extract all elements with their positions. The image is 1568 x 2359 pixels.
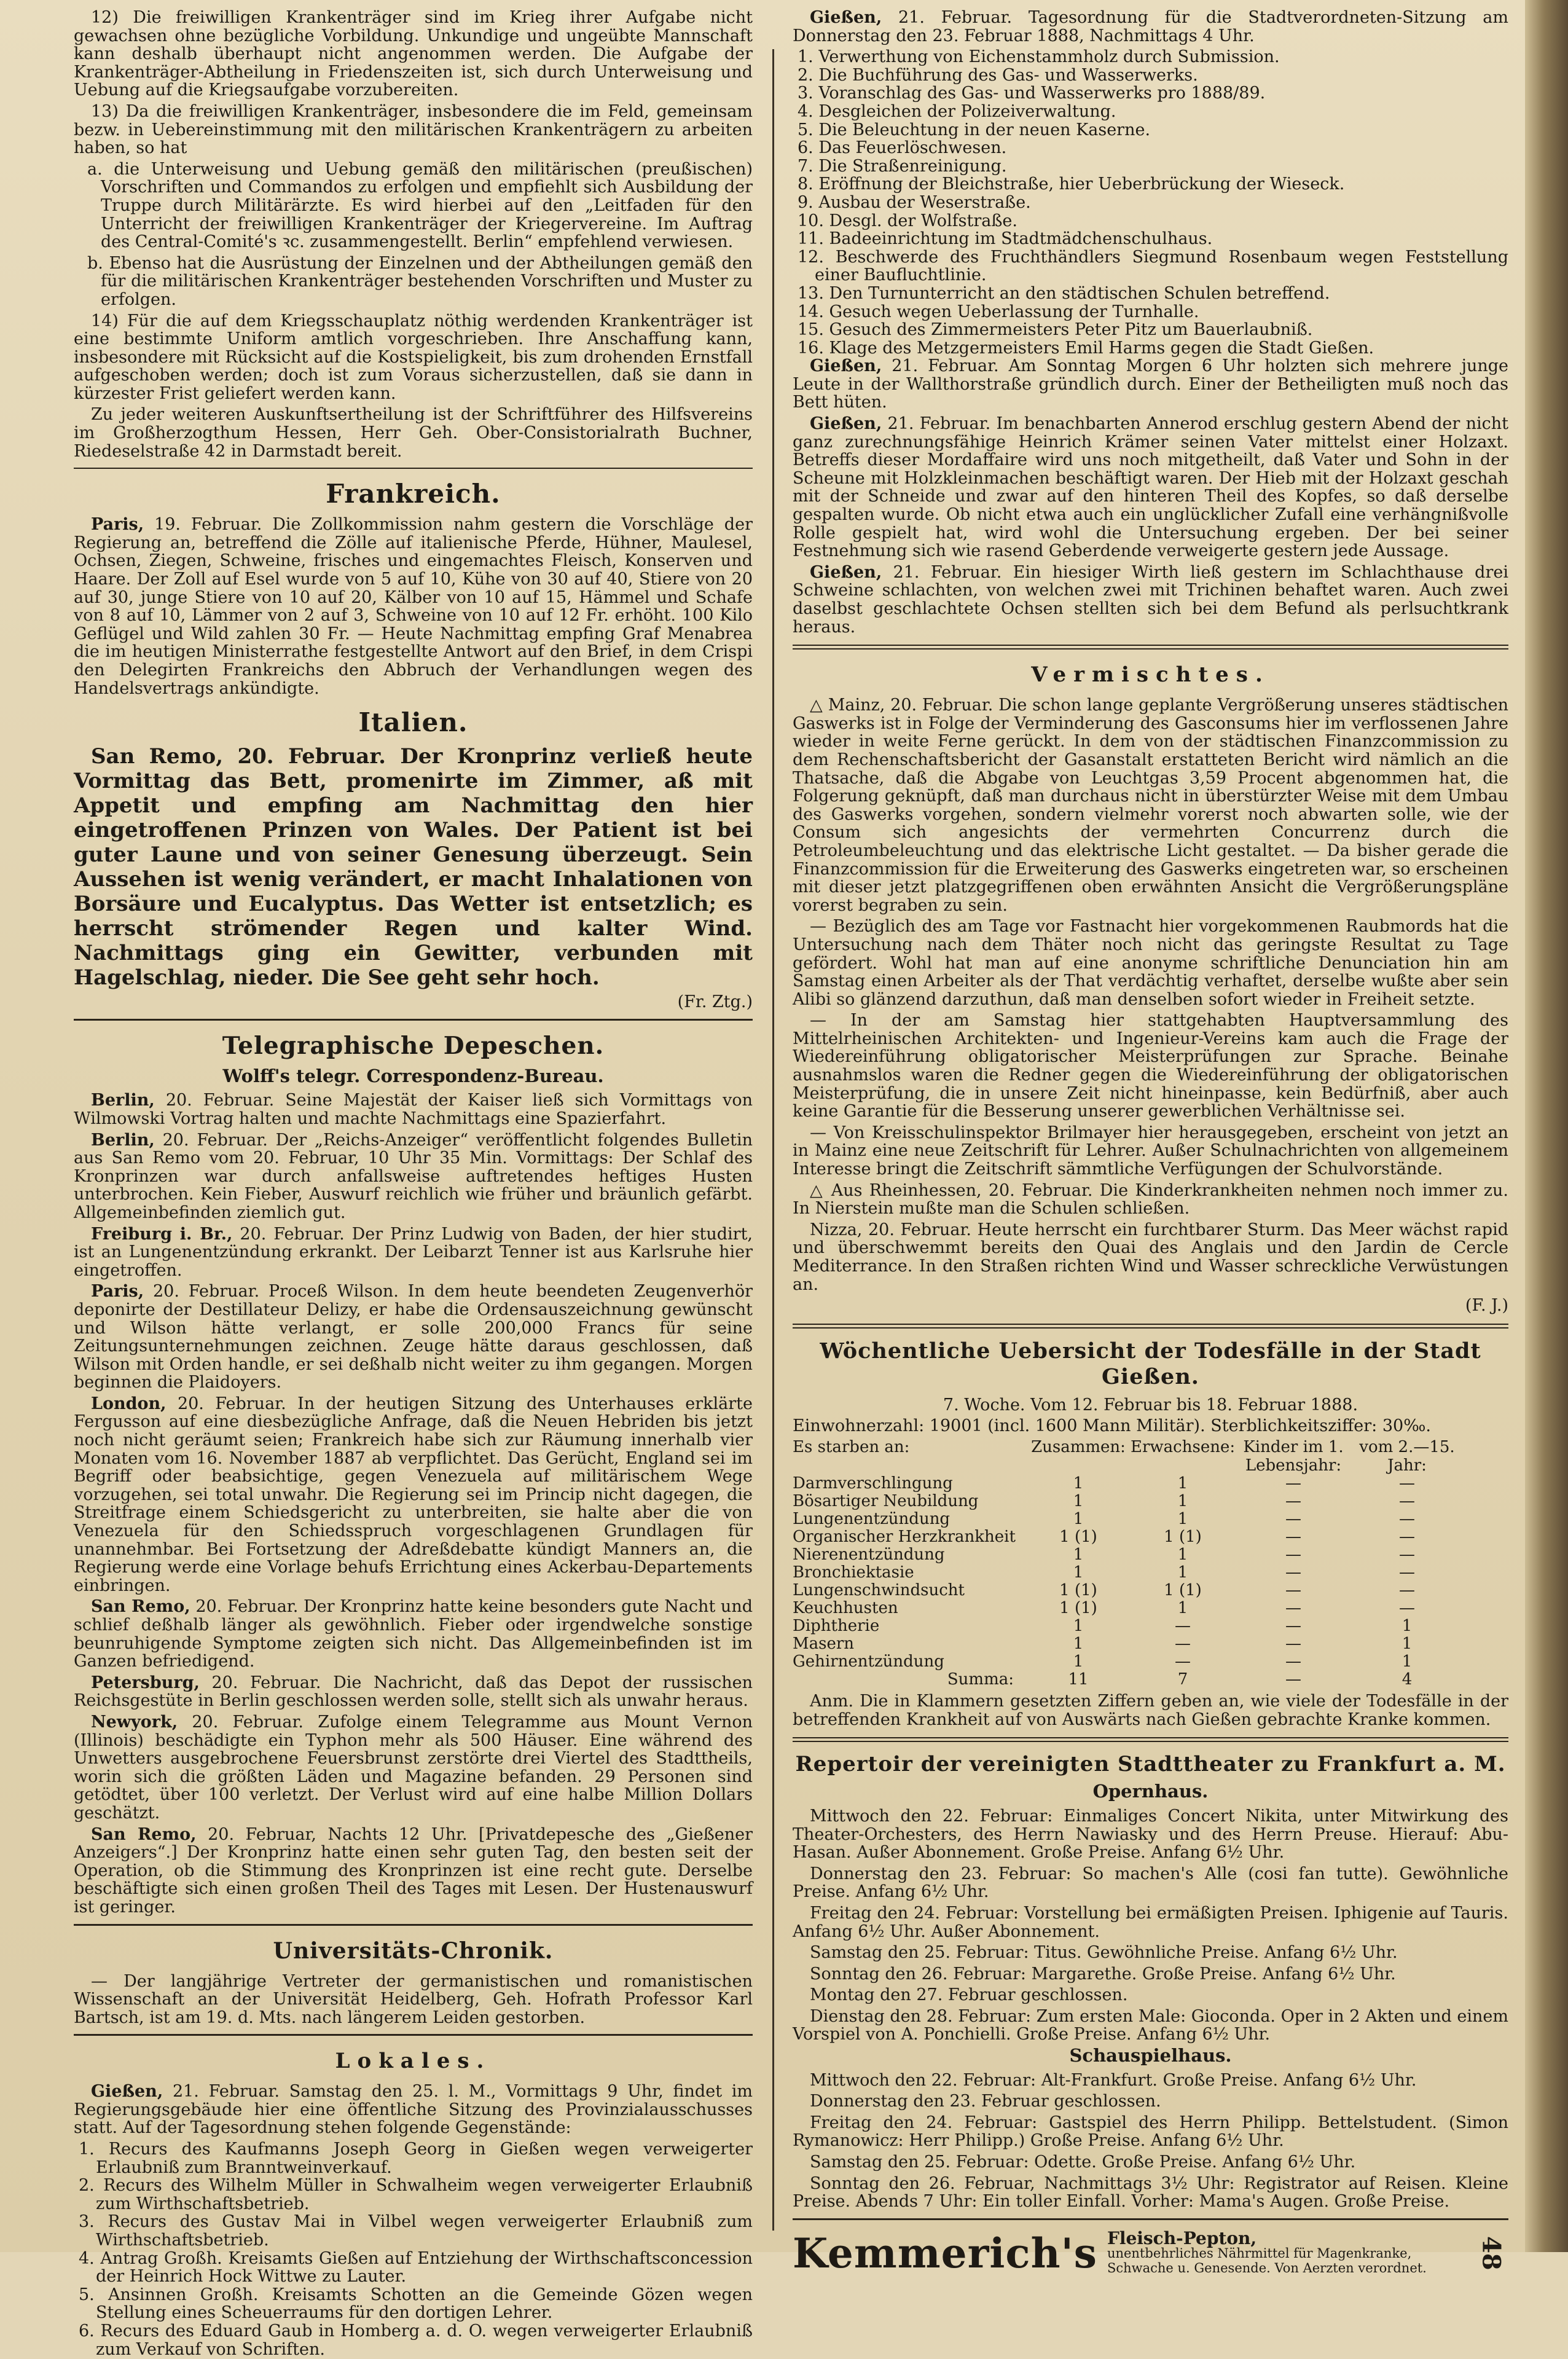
agenda-item: 8. Eröffnung der Bleichstraße, hier Ueberbrückung der Wieseck.: [798, 175, 1345, 194]
paragraph-13: 13) Da die freiwilligen Krankenträger, insbesondere die im Feld, gemeinsam bezw. in Uebereinstimmung mit den militärischen Krankenträgern zu arbeiten haben, so hat: [74, 101, 753, 158]
right-column: [793, 8, 1508, 2277]
dateline: Gießen,: [810, 414, 882, 434]
children-cell: —: [1399, 1581, 1415, 1600]
binding-spine: [1525, 0, 1568, 2252]
article-lokales: [74, 2082, 753, 2137]
programme-item: Mittwoch den 22. Februar: Einmaliges Concert Nikita, unter Mitwirkung des Theater-Orchesters, des Herrn Nawiasky und des Herrn Preuse. Hierauf: Abu-Hasan. Außer Abonnement. Große Preise. Anfang 6½ Uhr.: [793, 1806, 1508, 1862]
stats-header: [793, 1439, 1508, 1475]
article-text: 20. Februar. Proceß Wilson. In dem heute beendeten Zeugenverhör deponirte der Destillateur Delizy, er habe die Ordensauszeichnung gewünscht und Wilson hätte verlangt, er solle 200,000 Francs für seine Zeitungsunternehmungen zeichnen. Zeuge hätte daraus geschlossen, daß Wilson mit Orden handle, er sei deßhalb nicht weiter zu ihm gegangen. Morgen beginnen die Plaidoyers.: [74, 1282, 753, 1392]
miscellany-item: Nizza, 20. Februar. Heute herrscht ein furchtbarer Sturm. Das Meer wächst rapid und überschwemmt bereits den Quai des Anglais und den Jardin de Cercle Mediterrance. In den Straßen richten Wind und Wasser schreckliche Verwüstungen an.: [793, 1220, 1508, 1294]
telegram-item: [74, 1282, 753, 1392]
article-italien: [74, 744, 753, 990]
telegram-list: [74, 1091, 753, 1916]
table-row: [793, 1653, 1508, 1671]
agenda-item: 10. Desgl. der Wolfstraße.: [798, 211, 1017, 230]
agenda-item: 7. Die Straßenreinigung.: [798, 156, 1007, 176]
total-cell: 1 (1): [1059, 1528, 1097, 1547]
dateline: San Remo,: [91, 1824, 197, 1844]
miscellany-item: — Bezüglich des am Tage vor Fastnacht hier vorgekommenen Raubmords hat die Untersuchung nach dem Thäter noch nicht das geringste Resultat zu Tage gefördert. Wohl hat man auf eine anonyme schriftliche Denunciation hin am Samstag einen Arbeiter als der That verdächtig verhaftet, derselbe wußte aber sein Alibi so glänzend darzuthun, daß man denselben sofort wieder in Freiheit setzte.: [793, 917, 1508, 1009]
agenda-item: 2. Die Buchführung des Gas- und Wasserwerks.: [798, 65, 1198, 85]
agenda-item: 16. Klage des Metzgermeisters Emil Harms gegen die Stadt Gießen.: [798, 338, 1374, 358]
children-cell: 1: [1401, 1635, 1413, 1654]
total-cell: 1: [1073, 1563, 1084, 1582]
stats-sum-row: [793, 1671, 1508, 1689]
programme-item: Samstag den 25. Februar: Odette. Große Preise. Anfang 6½ Uhr.: [810, 2153, 1356, 2172]
article-universitaet: — Der langjährige Vertreter der germanistischen und romanistischen Wissenschaft an der Universität Heidelberg, Geh. Hofrath Professor Karl Bartsch, ist am 19. d. Mts. nach längerem Leiden gestorben.: [74, 1971, 753, 2027]
section-title-universitaets-chronik: Universitäts-Chronik.: [273, 1937, 554, 1964]
dateline: Gießen,: [810, 562, 882, 582]
ad-brand: Kemmerich's: [793, 2229, 1097, 2277]
children-cell: —: [1399, 1492, 1415, 1511]
cause-cell: Nierenentzündung: [793, 1545, 945, 1564]
paragraph-14: 14) Für die auf dem Kriegsschauplatz nöthig werdenden Krankenträger ist eine bestimmte Uniform amtlich vorgeschrieben. Ihre Anschaffung kann, insbesondere mit Rücksicht auf die Kostspieligkeit, bis zum drohenden Ernstfall aufgeschoben werden; doch ist zum Voraus sicherzustellen, daß sie dann in kürzester Frist geliefert werden kann.: [74, 311, 753, 403]
total-cell: 1: [1073, 1635, 1084, 1654]
source-credit: (F. J.): [1465, 1296, 1508, 1316]
article-text: 20. Februar. Der „Reichs-Anzeiger“ veröffentlicht folgendes Bulletin aus San Remo vom 20. Februar, 10 Uhr 35 Min. Vormittags: Der Schlaf des Kronprinzen war durch anfallsweise auftretendes heftiges Husten unterbrochen. Kein Fieber, Auswurf reichlich wie früher und bräunlich gefärbt. Allgemeinbefinden ziemlich gut.: [74, 1130, 753, 1222]
dateline: London,: [91, 1394, 167, 1413]
infants-cell: —: [1285, 1581, 1301, 1600]
sum-total: 11: [1068, 1670, 1089, 1689]
column-rule: [772, 49, 774, 2231]
cause-cell: Diphtherie: [793, 1617, 880, 1636]
total-cell: 1: [1073, 1617, 1084, 1636]
programme-item: Donnerstag den 23. Februar: So machen's Alle (cosi fan tutte). Gewöhnliche Preise. Anfang 6½ Uhr.: [793, 1864, 1508, 1902]
cause-cell: Lungenentzündung: [793, 1510, 951, 1529]
miscellany-item: △ Aus Rheinhessen, 20. Februar. Die Kinderkrankheiten nehmen noch immer zu. In Nierstein mußte man die Schulen schließen.: [793, 1180, 1508, 1219]
article-stadtverordnete: [793, 9, 1508, 45]
divider: [793, 1737, 1508, 1742]
article-text: 20. Februar. In der heutigen Sitzung des Unterhauses erklärte Fergusson auf eine diesbezügliche Anfrage, daß die Neuen Hebriden bis jetzt noch nicht geräumt seien; Frankreich habe sich zur Räumung innerhalb vier Monaten vom 16. November 1887 ab verpflichtet. Das Gerücht, England sei im Begriff oder beabsichtige, gegen Venezuela auf militärischem Wege vorzugehen, sei total unwahr. Die Regierung sei im Princip nicht dagegen, die Streitfrage einem Schiedsgericht zu unterbreiten, sie halte aber die von Venezuela für den Schiedsspruch vorgeschlagenen Grundlagen für unannehmbar. Bei Fortsetzung der Adreßdebatte kündigt Manners an, die Regierung werde eine Vorlage behufs Errichtung eines Ackerbau-Departements einbringen.: [74, 1394, 753, 1595]
divider: [793, 1324, 1508, 1329]
programme-item: Donnerstag den 23. Februar geschlossen.: [810, 2092, 1161, 2111]
section-title-italien: Italien.: [358, 707, 468, 738]
children-cell: 1: [1401, 1617, 1413, 1636]
agenda-item: 3. Recurs des Gustav Mai in Vilbel wegen verweigerter Erlaubniß zum Wirthschaftsbetrieb.: [79, 2212, 753, 2250]
dateline: Gießen,: [810, 356, 882, 376]
stats-table: [793, 1475, 1508, 1671]
infants-cell: —: [1285, 1599, 1301, 1618]
cause-cell: Bösartiger Neubildung: [793, 1492, 979, 1511]
programme-item: Montag den 27. Februar geschlossen.: [810, 1985, 1128, 2005]
ad-claim: unentbehrliches Nährmittel für Magenkranke,: [1107, 2245, 1412, 2261]
theatre-programme: [793, 2071, 1508, 2211]
adults-cell: —: [1175, 1617, 1191, 1636]
adults-cell: 1: [1177, 1545, 1188, 1564]
article-text: 19. Februar. Die Zollkommission nahm gestern die Vorschläge der Regierung an, betreffend die Zölle auf italienische Pferde, Hühner, Maulesel, Ochsen, Ziegen, Schweine, frisches und eingemachtes Fleisch, Konserven und Haare. Der Zoll auf Esel wurde von 5 auf 10, Kühe von 30 auf 40, Stiere von 20 auf 30, junge Stiere von 10 auf 20, Kälber von 10 auf 15, Hämmel und Schafe von 8 auf 10, Lämmer von 2 auf 3, Schweine von 10 auf 12 Fr. erhöht. 100 Kilo Geflügel und Wild zahlen 30 Fr. — Heute Nachmittag empfing Graf Menabrea die im heutigen Ministerrathe festgestellte Antwort auf den Brief, in dem Crispi den Delegirten Frankreichs den Abbruch der Verhandlungen wegen des Handelsvertrags ankündigte.: [74, 515, 753, 698]
agenda-item: 1. Verwerthung von Eichenstammholz durch Submission.: [798, 47, 1280, 67]
agenda-item: 6. Recurs des Eduard Gaub in Homberg a. d. O. wegen verweigerter Erlaubniß zum Verkauf von Schriften.: [79, 2322, 753, 2359]
section-title-repertoir: Repertoir der vereinigten Stadttheater zu Frankfurt a. M.: [795, 1752, 1506, 1777]
paragraph-13b: b. Ebenso hat die Ausrüstung der Einzelnen und der Abtheilungen gemäß den für die militärischen Krankenträger bestehenden Vorschriften und Muster zu erfolgen.: [87, 253, 753, 309]
cause-cell: Gehirnentzündung: [793, 1652, 944, 1671]
miscellany-item: — In der am Samstag hier stattgehabten Hauptversammlung des Mittelrheinischen Architekten- und Ingenieur-Vereins kam auch die Frage der Wiedereinführung obligatorischer Meisterprüfungen zur Sprache. Beinahe ausnahmslos waren die Redner gegen die Wiedereinführung der obligatorischen Meisterprüfung, die in unsere Zeit nicht hineinpasse, kein Bedürfniß, aber auch keine Garantie für die Besserung unserer gewerblichen Verhältnisse sei.: [793, 1011, 1508, 1121]
total-cell: 1: [1073, 1652, 1084, 1671]
adults-cell: —: [1175, 1652, 1191, 1671]
adults-cell: 1 (1): [1164, 1581, 1202, 1600]
miscellany-list: [793, 696, 1508, 1293]
dateline: Gießen,: [810, 8, 882, 27]
telegram-item: [74, 1091, 753, 1128]
table-row: [793, 1546, 1508, 1564]
stats-head-total: Zusammen:: [1031, 1437, 1126, 1456]
agenda-item: 5. Ansinnen Großh. Kreisamts Schotten an die Gemeinde Gözen wegen Stellung eines Scheuerraums für den dortigen Lehrer.: [79, 2285, 753, 2323]
infants-cell: —: [1285, 1563, 1301, 1582]
stats-note: Anm. Die in Klammern gesetzten Ziffern geben an, wie viele der Todesfälle in der betreffenden Krankheit auf von Auswärts nach Gießen gebrachte Kranke kommen.: [793, 1692, 1508, 1729]
local-news-item: [793, 415, 1508, 560]
dateline: Freiburg i. Br.,: [91, 1224, 233, 1244]
cause-cell: Masern: [793, 1635, 855, 1654]
sum-children: 4: [1401, 1670, 1413, 1689]
infants-cell: —: [1285, 1635, 1301, 1654]
divider: [74, 468, 753, 469]
dateline: Paris,: [91, 515, 144, 535]
table-row: [793, 1493, 1508, 1510]
agenda-item: 1. Recurs des Kaufmanns Joseph Georg in Gießen wegen verweigerter Erlaubniß zum Branntweinverkauf.: [79, 2140, 753, 2177]
article-text: 21. Februar. Tagesordnung für die Stadtverordneten-Sitzung am Donnerstag den 23. Februar 1888, Nachmittags 4 Uhr.: [793, 8, 1508, 45]
agenda-item: 15. Gesuch des Zimmermeisters Peter Pitz um Bauerlaubniß.: [798, 320, 1313, 340]
adults-cell: —: [1175, 1635, 1191, 1654]
programme-item: Samstag den 25. Februar: Titus. Gewöhnliche Preise. Anfang 6½ Uhr.: [810, 1943, 1398, 1963]
telegram-item: [74, 1598, 753, 1670]
dateline: San Remo,: [91, 744, 224, 769]
agenda-item: 9. Ausbau der Weserstraße.: [798, 192, 1031, 212]
infants-cell: —: [1285, 1510, 1301, 1529]
source-credit: (Fr. Ztg.): [677, 992, 753, 1012]
total-cell: 1 (1): [1059, 1581, 1097, 1600]
paragraph-12: 12) Die freiwilligen Krankenträger sind im Krieg ihrer Aufgabe nicht gewachsen ohne bezügliche Vorbildung. Unkundige und ungeübte Mannschaft kann deshalb überhaupt nicht angenommen werden. Die Aufgabe der Krankenträger-Abtheilung in Friedenszeiten ist, sich durch Unterweisung und Uebung auf die Kriegsaufgabe vorzubereiten.: [74, 8, 753, 100]
venue-schauspielhaus: Schauspielhaus.: [1069, 2045, 1232, 2067]
divider: [793, 2218, 1508, 2220]
miscellany-item: — Von Kreisschulinspektor Brilmayer hier herausgegeben, erscheint von jetzt an in Mainz eine neue Zeitschrift für Lehrer. Außer Schulnachrichten von allgemeinem Interesse bringt die Zeitschrift sämmtliche Verfügungen der Schulvorstände.: [793, 1123, 1508, 1179]
telegram-item: [74, 1225, 753, 1280]
dateline: Berlin,: [91, 1130, 155, 1150]
programme-item: Mittwoch den 22. Februar: Alt-Frankfurt. Große Preise. Anfang 6½ Uhr.: [810, 2070, 1417, 2090]
population-line: Einwohnerzahl: 19001 (incl. 1600 Mann Militär). Sterblichkeitsziffer: 30‰.: [793, 1416, 1431, 1436]
infants-cell: —: [1285, 1545, 1301, 1564]
table-row: [793, 1528, 1508, 1546]
section-title-vermischtes: Vermischtes.: [1031, 662, 1270, 688]
agenda-item: 3. Voranschlag des Gas- und Wasserwerks pro 1888/89.: [798, 84, 1266, 103]
sum-adults: 7: [1177, 1670, 1188, 1689]
stats-head-infants: Kinder im 1. Lebensjahr:: [1243, 1437, 1344, 1475]
programme-item: Dienstag den 28. Februar: Zum ersten Male: Gioconda. Oper in 2 Akten und einem Vorspiel von A. Ponchielli. Große Preise. Anfang 6½ Uhr.: [793, 2006, 1508, 2044]
article-text: 20. Februar. Die Nachricht, daß das Depot der russischen Reichsgestüte in Berlin geschlossen werden solle, stellt sich als unwahr heraus.: [74, 1673, 753, 1711]
adults-cell: 1: [1177, 1563, 1188, 1582]
programme-item: Sonntag den 26. Februar: Margarethe. Große Preise. Anfang 6½ Uhr.: [810, 1964, 1396, 1984]
telegram-item: [74, 1826, 753, 1917]
children-cell: 1: [1401, 1652, 1413, 1671]
agenda-item: 4. Desgleichen der Polizeiverwaltung.: [798, 101, 1116, 121]
agenda-item: 2. Recurs des Wilhelm Müller in Schwalheim wegen verweigerter Erlaubniß zum Wirthschaftsbetrieb.: [79, 2176, 753, 2213]
table-row: [793, 1582, 1508, 1599]
table-row: [793, 1510, 1508, 1528]
dateline: San Remo,: [91, 1597, 190, 1617]
divider: [74, 1924, 753, 1926]
agenda-list: [793, 48, 1508, 357]
section-title-frankreich: Frankreich.: [326, 479, 501, 509]
total-cell: 1: [1073, 1474, 1084, 1493]
local-news-item: [793, 563, 1508, 636]
adults-cell: 1 (1): [1164, 1528, 1202, 1547]
article-frankreich: [74, 516, 753, 697]
divider: [74, 2034, 753, 2036]
telegram-item: [74, 1713, 753, 1823]
bureau-subtitle: Wolff's telegr. Correspondenz-Bureau.: [222, 1065, 604, 1086]
adults-cell: 1: [1177, 1599, 1188, 1618]
telegram-item: [74, 1131, 753, 1222]
article-text: 20. Februar. Seine Majestät der Kaiser ließ sich Vormittags von Wilmowski Vortrag halten und machte Nachmittags eine Spazierfahrt.: [74, 1091, 753, 1128]
cause-cell: Bronchiektasie: [793, 1563, 914, 1582]
telegram-item: [74, 1395, 753, 1595]
dateline: Paris,: [91, 1282, 144, 1301]
table-row: [793, 1475, 1508, 1493]
total-cell: 1: [1073, 1545, 1084, 1564]
adults-cell: 1: [1177, 1474, 1188, 1493]
ad-text: [1107, 2228, 1427, 2275]
venue-opernhaus: Opernhaus.: [1092, 1781, 1209, 1802]
table-row: [793, 1635, 1508, 1653]
programme-item: Sonntag den 26. Februar, Nachmittags 3½ Uhr: Registrator auf Reisen. Kleine Preise. Abends 7 Uhr: Ein toller Einfall. Vorher: Mama's Augen. Große Preise.: [793, 2173, 1508, 2212]
stats-head-cause: Es starben an:: [793, 1437, 910, 1456]
paragraph-contact: Zu jeder weiteren Auskunftsertheilung ist der Schriftführer des Hilfsvereins im Großherzogthum Hessen, Herr Geh. Ober-Consistorialrath Buchner, Riedeselstraße 42 in Darmstadt bereit.: [74, 405, 753, 461]
paragraph-13a: a. die Unterweisung und Uebung gemäß den militärischen (preußischen) Vorschriften und Commandos zu erfolgen und empfiehlt sich Ausbildung der Truppe durch Militärärzte. Es wird hierbei auf den „Leitfaden für den Unterricht der freiwilligen Krankenträger der Kriegervereine. Im Auftrag des Central-Comité's ꝛc. zusammengestellt. Berlin“ empfehlend verwiesen.: [87, 159, 753, 252]
infants-cell: —: [1285, 1617, 1301, 1636]
left-column: [74, 8, 753, 2359]
agenda-list: [74, 2140, 753, 2358]
table-row: [793, 1617, 1508, 1635]
miscellany-item: △ Mainz, 20. Februar. Die schon lange geplante Vergrößerung unseres städtischen Gaswerks ist in Folge der Verminderung des Gasconsums hier im verflossenen Jahre wieder in weite Ferne gerückt. In dem von der städtischen Finanzcommission zu dem Rechenschaftsbericht der Gasanstalt erstatteten Bericht wird nämlich an die Thatsache, daß die Abgabe von Leuchtgas 3,59 Procent abgenommen hat, die Folgerung geknüpft, daß man durchaus nicht in überstürzter Weise mit dem Umbau des Gaswerks vorgehen, sondern vielmehr vorerst noch abwarten solle, wie der Consum sich angesichts der vermehrten Concurrenz durch die Petroleumbeleuchtung und das elektrische Licht gestaltet. — Da bisher gerade die Finanzcommission für die Erweiterung des Gaswerks eingetreten war, so erscheinen mit dieser jetzt platzgegriffenen oben erwähnten Ansicht die Vergrößerungspläne vorerst begraben zu sein.: [793, 696, 1508, 915]
total-cell: 1 (1): [1059, 1599, 1097, 1618]
dateline: Newyork,: [91, 1712, 178, 1732]
section-title-telegraphische-depeschen: Telegraphische Depeschen.: [222, 1031, 605, 1060]
article-text: 20. Februar, Nachts 12 Uhr. [Privatdepesche des „Gießener Anzeigers“.] Der Kronprinz hatte einen sehr guten Tag, den besten seit der Operation, ob die Stimmung des Kronprinzen ist eine recht gute. Derselbe beschäftigte sich einen großen Theil des Tages mit Lesen. Der Hustenauswurf ist geringer.: [74, 1824, 753, 1917]
divider: [793, 645, 1508, 650]
adults-cell: 1: [1177, 1492, 1188, 1511]
cause-cell: Keuchhusten: [793, 1599, 898, 1618]
children-cell: —: [1399, 1474, 1415, 1493]
sum-label: Summa:: [947, 1670, 1014, 1689]
ad-claim-2: Schwache u. Genesende. Von Aerzten verordnet.: [1107, 2260, 1427, 2275]
article-text: 20. Februar. Der Kronprinz hatte keine besonders gute Nacht und schlief deßhalb länger als gewöhnlich. Fieber oder irgendwelche sonstige beunruhigende Symptome zeigten sich nicht. Das Allgemeinbefinden ist im Ganzen befriedigend.: [74, 1597, 753, 1671]
week-line: 7. Woche. Vom 12. Februar bis 18. Februar 1888.: [943, 1395, 1358, 1415]
agenda-item: 11. Badeeinrichtung im Stadtmädchenschulhaus.: [798, 229, 1213, 249]
table-row: [793, 1599, 1508, 1617]
agenda-item: 13. Den Turnunterricht an den städtischen Schulen betreffend.: [798, 283, 1330, 303]
children-cell: —: [1399, 1545, 1415, 1564]
sum-infants: —: [1285, 1670, 1301, 1689]
children-cell: —: [1399, 1528, 1415, 1547]
table-row: [793, 1564, 1508, 1582]
article-text: 21. Februar. Ein hiesiger Wirth ließ gestern im Schlachthause drei Schweine schlachten, von welchen zwei mit Trichinen behaftet waren. Auch zwei daselbst geschlachtete Ochsen stellten sich bei dem Befund als perlsuchtkrank heraus.: [793, 562, 1508, 637]
stats-head-children: vom 2.—15. Jahr:: [1359, 1437, 1455, 1475]
children-cell: —: [1399, 1599, 1415, 1618]
table-row: [793, 1671, 1508, 1689]
agenda-item: 14. Gesuch wegen Ueberlassung der Turnhalle.: [798, 302, 1199, 321]
children-cell: —: [1399, 1510, 1415, 1529]
telegram-item: [74, 1674, 753, 1710]
ad-product: Fleisch-Pepton,: [1107, 2228, 1257, 2248]
dateline: Petersburg,: [91, 1673, 200, 1692]
infants-cell: —: [1285, 1652, 1301, 1671]
cause-cell: Lungenschwindsucht: [793, 1581, 965, 1600]
infants-cell: —: [1285, 1474, 1301, 1493]
infants-cell: —: [1285, 1492, 1301, 1511]
adults-cell: 1: [1177, 1510, 1188, 1529]
programme-item: Freitag den 24. Februar: Vorstellung bei ermäßigten Preisen. Iphigenie auf Tauris. Anfang 6½ Uhr. Außer Abonnement.: [793, 1903, 1508, 1941]
article-text: 20. Februar. Der Prinz Ludwig von Baden, der hier studirt, ist an Lungenentzündung erkrankt. Der Leibarzt Tenner ist aus Karlsruhe hier eingetroffen.: [74, 1224, 753, 1280]
dateline: Gießen,: [91, 2082, 163, 2102]
section-title-lokales: Lokales.: [335, 2049, 492, 2074]
advertisement-kemmerich: [793, 2229, 1508, 2278]
children-cell: —: [1399, 1563, 1415, 1582]
cause-cell: Organischer Herzkrankheit: [793, 1528, 1016, 1547]
cause-cell: Darmverschlingung: [793, 1474, 953, 1493]
agenda-item: 6. Das Feuerlöschwesen.: [798, 138, 1007, 158]
page-number: 48: [1476, 2235, 1506, 2271]
total-cell: 1: [1073, 1492, 1084, 1511]
infants-cell: —: [1285, 1528, 1301, 1547]
stats-head-adults: Erwachsene:: [1131, 1437, 1236, 1456]
agenda-item: 12. Beschwerde des Fruchthändlers Siegmund Rosenbaum wegen Feststellung einer Baufluchtlinie.: [798, 247, 1508, 285]
local-news-item: [793, 357, 1508, 412]
agenda-item: 5. Die Beleuchtung in der neuen Kaserne.: [798, 120, 1151, 139]
article-text: 21. Februar. Am Sonntag Morgen 6 Uhr holzten sich mehrere junge Leute in der Wallthorstraße gründlich durch. Einer der Betheiligten muß noch das Bett hüten.: [793, 356, 1508, 412]
divider: [74, 1019, 753, 1021]
total-cell: 1: [1073, 1510, 1084, 1529]
article-text: 20. Februar. Der Kronprinz verließ heute Vormittag das Bett, promenirte im Zimmer, aß mit Appetit und empfing am Nachmittag den hier eingetroffenen Prinzen von Wales. Der Patient ist bei guter Laune und von seiner Genesung überzeugt. Sein Aussehen ist wenig verändert, er macht Inhalationen von Borsäure und Eucalyptus. Das Wetter ist entsetzlich; es herrscht strömender Regen und kalter Wind. Nachmittags ging ein Gewitter, verbunden mit Hagelschlag, nieder. Die See geht sehr hoch.: [74, 744, 753, 991]
article-text: 21. Februar. Im benachbarten Annerod erschlug gestern Abend der nicht ganz zurechnungsfähige Heinrich Krämer seinen Vater mittelst einer Holzaxt. Betreffs dieser Mordaffaire wird uns noch mitgetheilt, daß Vater und Sohn in der Scheune mit Holzkleinmachen beschäftigt waren. Der Hieb mit der Holzaxt geschah mit der Schneide und zwar auf den hinteren Theil des Kopfes, so daß derselbe gespalten wurde. Ob nicht etwa auch ein unglücklicher Zufall eine verhängnißvolle Rolle gespielt hat, wird wohl die Untersuchung ergeben. Der bei seiner Festnehmung sich wie rasend Geberdende verweigerte gestern jede Aussage.: [793, 414, 1508, 561]
opera-programme: [793, 1807, 1508, 2044]
agenda-item: 4. Antrag Großh. Kreisamts Gießen auf Entziehung der Wirthschaftsconcession der Heinrich Hock Wittwe zu Lauter.: [79, 2248, 753, 2286]
programme-item: Freitag den 24. Februar: Gastspiel des Herrn Philipp. Bettelstudent. (Simon Rymanowicz: Herr Philipp.) Große Preise. Anfang 6½ Uhr.: [793, 2113, 1508, 2151]
article-text: 21. Februar. Samstag den 25. l. M., Vormittags 9 Uhr, findet im Regierungsgebäude hier eine öffentliche Sitzung des Provinzialausschusses statt. Auf der Tagesordnung stehen folgende Gegenstände:: [74, 2082, 753, 2138]
article-text: 20. Februar. Zufolge einem Telegramme aus Mount Vernon (Illinois) beschädigte ein Typhon mehr als 500 Häuser. Eine während des Unwetters ausgebrochene Feuersbrunst zerstörte drei Viertel des Stadttheils, worin sich die größten Läden und Magazine befanden. 29 Personen sind getödtet, über 100 verletzt. Der Verlust wird auf eine halbe Million Dollars geschätzt.: [74, 1712, 753, 1823]
local-news-list: [793, 357, 1508, 636]
dateline: Berlin,: [91, 1091, 155, 1110]
section-title-todesfaelle: Wöchentliche Uebersicht der Todesfälle in der Stadt Gießen.: [820, 1338, 1481, 1389]
